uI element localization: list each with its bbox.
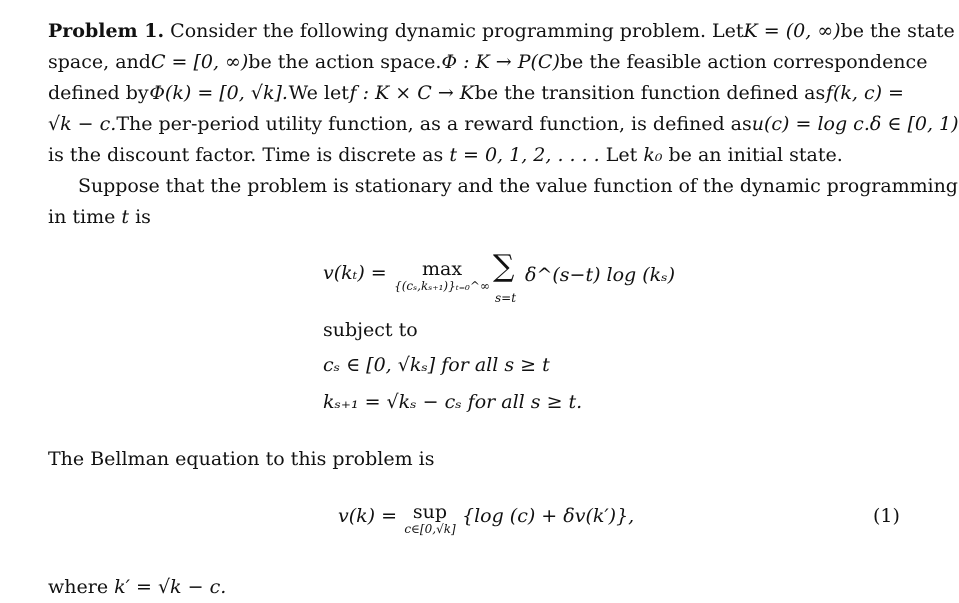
math-time: t = 0, 1, 2, . . . . xyxy=(449,144,600,166)
text-run: The per-period utility function, as a reward function, is defined as xyxy=(116,113,752,135)
sup-operator: sup c∈[0,√k] xyxy=(404,501,456,536)
equation-number: (1) xyxy=(873,505,900,527)
text-run: be the state xyxy=(840,20,955,42)
max-operator: max {(cₛ,kₛ₊₁)}ₜ₌₀^∞ xyxy=(394,258,490,293)
math-transition: f : K × C → K xyxy=(349,82,474,104)
math-action-space: C = [0, ∞) xyxy=(150,51,249,73)
text-run: defined by xyxy=(48,82,149,104)
problem-paragraph xyxy=(48,16,959,171)
math-correspondence: Φ : K → P(C) xyxy=(441,51,560,73)
suppose-line-2 xyxy=(48,202,904,233)
sum-subscript: s=t xyxy=(495,291,517,305)
math-f-value: √k − c. xyxy=(48,113,117,135)
problem-line-1 xyxy=(48,16,955,47)
math-phi-def: Φ(k) = [0, √k]. xyxy=(149,82,288,104)
text-run: space, and xyxy=(48,51,151,73)
problem-line-4 xyxy=(48,109,959,140)
sum-symbol: ∑ xyxy=(493,249,515,284)
math-f-def: f(k, c) = xyxy=(825,82,904,104)
text-run: We let xyxy=(288,82,349,104)
math-utility: u(c) = log c. xyxy=(751,113,870,135)
text-run: Consider the following dynamic programming problem. Let xyxy=(170,20,744,42)
constraint-action: cₛ ∈ [0, √kₛ] for all s ≥ t xyxy=(323,354,550,376)
text-run: be an initial state. xyxy=(668,144,843,166)
text-run: be the action space. xyxy=(248,51,442,73)
text-run: be the transition function defined as xyxy=(474,82,826,104)
summand: δ^(s−t) log (kₛ) xyxy=(525,264,675,286)
where-line: where k′ = √k − c. xyxy=(48,576,227,598)
problem-label: Problem 1. xyxy=(48,20,165,42)
suppose-line-1: Suppose that the problem is stationary and the value function of the dynamic programming xyxy=(78,175,958,197)
text-run: Let xyxy=(605,144,638,166)
problem-line-2 xyxy=(48,47,928,78)
value-eq-lhs: v(kₜ) = xyxy=(323,262,387,284)
constraint-transition: kₛ₊₁ = √kₛ − cₛ for all s ≥ t. xyxy=(323,391,583,413)
math-state-space: K = (0, ∞) xyxy=(743,20,841,42)
problem-line-5 xyxy=(48,140,904,171)
text-run: is the discount factor. Time is discrete as xyxy=(48,144,444,166)
bellman-intro: The Bellman equation to this problem is xyxy=(48,448,435,470)
suppose-paragraph xyxy=(48,171,958,233)
bellman-lhs: v(k) = xyxy=(338,505,398,527)
text-run: be the feasible action correspondence xyxy=(559,51,928,73)
text-run: is xyxy=(135,206,151,228)
text-run: in time xyxy=(48,206,116,228)
bellman-rhs: {log (c) + δv(k′)}, xyxy=(462,505,635,527)
math-k0: k₀ xyxy=(643,144,663,166)
math-discount: δ ∈ [0, 1) xyxy=(869,113,959,135)
math-t: t xyxy=(121,206,130,228)
subject-to: subject to xyxy=(323,319,418,341)
problem-line-3 xyxy=(48,78,904,109)
